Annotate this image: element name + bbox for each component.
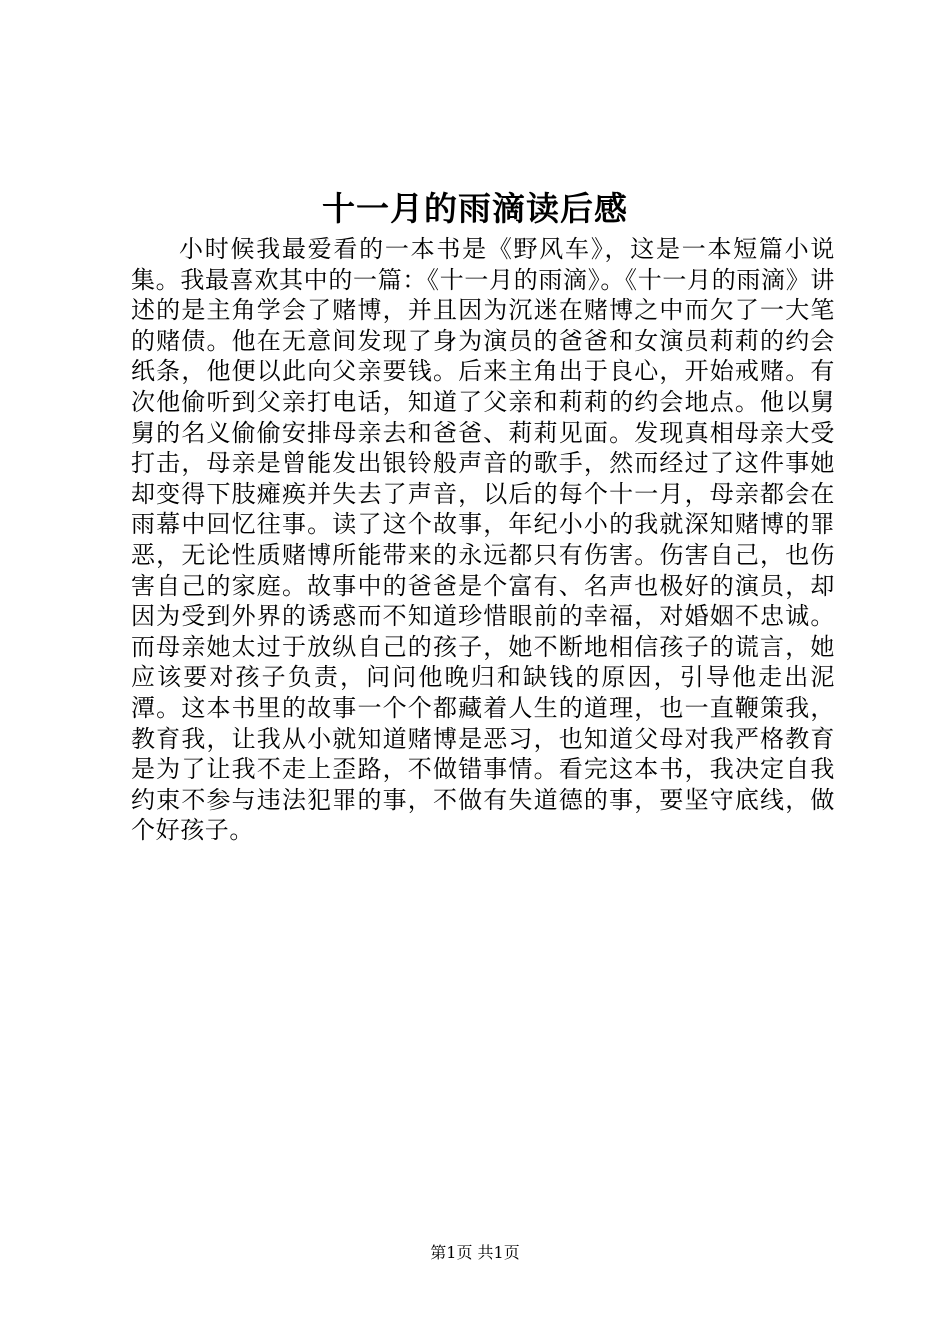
- body-paragraph: 小时候我最爱看的一本书是《野风车》，这是一本短篇小说集。我最喜欢其中的一篇：《十一月的雨滴》。《十一月的雨滴》讲述的是主角学会了赌博，并且因为沉迷在赌博之中而欠了一大笔的赌债。他在无意间发现了身为演员的爸爸和女演员莉莉的约会纸条，他便以此向父亲要钱。后来主角出于良心，开始戒赌。有次他偷听到父亲打电话，知道了父亲和莉莉的约会地点。他以舅舅的名义偷偷安排母亲去和爸爸、莉莉见面。发现真相母亲大受打击，母亲是曾能发出银铃般声音的歌手，然而经过了这件事她却变得下肢瘫痪并失去了声音，以后的每个十一月，母亲都会在雨幕中回忆往事。读了这个故事，年纪小小的我就深知赌博的罪恶，无论性质赌博所能带来的永远都只有伤害。伤害自己，也伤害自己的家庭。故事中的爸爸是个富有、名声也极好的演员，却因为受到外界的诱惑而不知道珍惜眼前的幸福，对婚姻不忠诚。而母亲她太过于放纵自己的孩子，她不断地相信孩子的谎言，她应该要对孩子负责，问问他晚归和缺钱的原因，引导他走出泥潭。这本书里的故事一个个都藏着人生的道理，也一直鞭策我，教育我，让我从小就知道赌博是恶习，也知道父母对我严格教育是为了让我不走上歪路，不做错事情。看完这本书，我决定自我约束不参与违法犯罪的事，不做有失道德的事，要坚守底线，做个好孩子。: [131, 235, 835, 845]
- page-footer: 第1页 共1页: [430, 1243, 520, 1262]
- document-title: 十一月的雨滴读后感: [322, 189, 628, 228]
